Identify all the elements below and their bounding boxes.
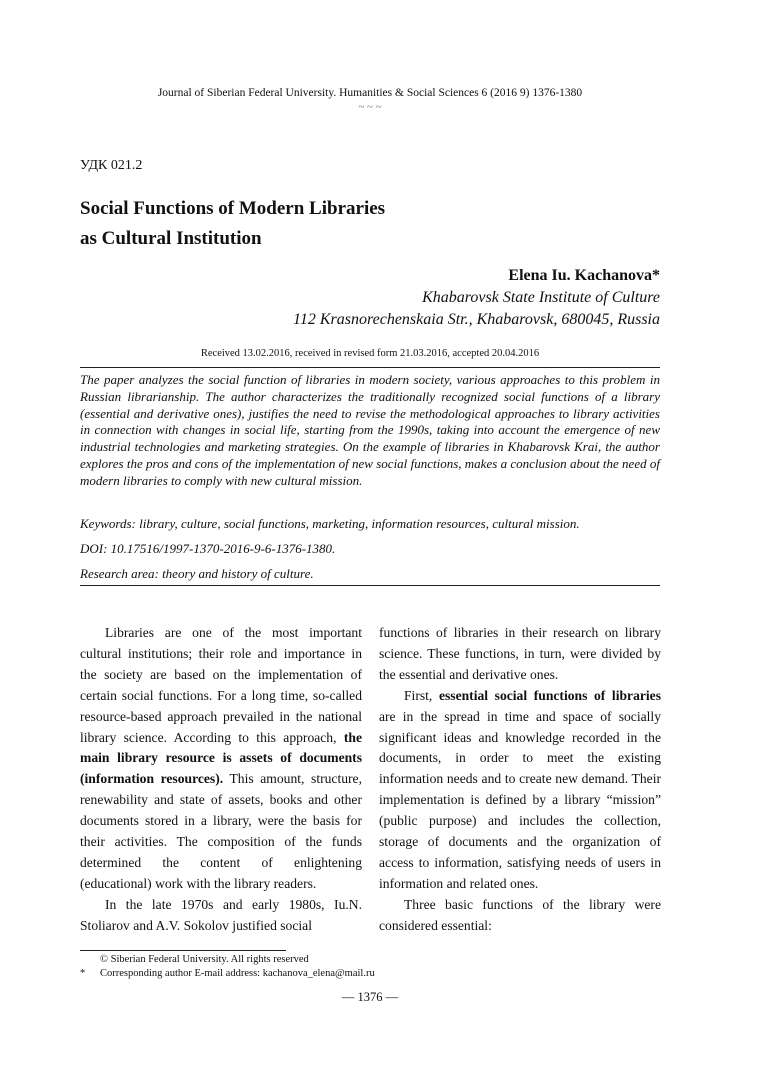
abstract-top-rule (80, 367, 660, 368)
journal-header: Journal of Siberian Federal University. Humanities & Social Sciences 6 (2016 9) 1376-1380 (157, 87, 583, 99)
received-dates: Received 13.02.2016, received in revised form 21.03.2016, accepted 20.04.2016 (200, 348, 540, 359)
author-address: 112 Krasnorechenskaia Str., Khabarovsk, 680045, Russia (293, 311, 660, 328)
footnote-copyright: © Siberian Federal University. All rights reserved (100, 954, 309, 965)
footnote-corresponding: * Corresponding author E-mail address: kachanova_elena@mail.ru (80, 968, 375, 979)
title-line-1: Social Functions of Modern Libraries (80, 198, 386, 219)
body-left-column (80, 623, 362, 937)
page-number: — 1376 — (341, 990, 399, 1004)
paragraph: In the late 1970s and early 1980s, Iu.N. Stoliarov and A.V. Sokolov justified social (80, 896, 362, 933)
author-institution: Khabarovsk State Institute of Culture (422, 289, 660, 306)
keywords: Keywords: library, culture, social functions, marketing, information resources, cultural mission. (80, 516, 580, 531)
abstract-bottom-rule (80, 585, 660, 586)
title-line-2: as Cultural Institution (80, 228, 262, 249)
tilde-separator: ~ ~ ~ (358, 101, 382, 113)
footnote-rule (80, 950, 286, 951)
body-right-column (379, 623, 661, 937)
paragraph: Libraries are one of the most important cultural institutions; their role and importance in the society are based on the implementation of certain social functions. For a long time, so-called resource-based approach prevailed in the national library science. According to this approach, the main library resource is assets of documents (information resources). This amount, structure, renewability and state of assets, books and other documents stored in a library, were the basis for their activities. The composition of the funds determined the content of enlightening (educational) work with the library readers. (80, 625, 362, 891)
research-area: Research area: theory and history of culture. (80, 566, 314, 581)
paragraph: Three basic functions of the library were considered essential: (379, 896, 661, 933)
author-name: Elena Iu. Kachanova* (508, 267, 660, 284)
paragraph: First, essential social functions of libraries are in the spread in time and space of socially significant ideas and knowledge recorded in the documents, in order to meet the existing information needs and to create new demand. Their implementation is defined by a library “mission” (public purpose) and includes the collection, storage of documents and the organization of access to information, satisfying needs of users in information and related ones. (379, 687, 661, 891)
paragraph: functions of libraries in their research on library science. These functions, in turn, were divided by the essential and derivative ones. (379, 625, 661, 682)
doi: DOI: 10.17516/1997-1370-2016-9-6-1376-1380. (80, 541, 336, 556)
udk-code: УДК 021.2 (80, 158, 143, 173)
author-block (200, 265, 660, 331)
abstract: The paper analyzes the social function of libraries in modern society, various approaches to this problem in Russian librarianship. The author characterizes the traditionally recognized social functions of a library (essential and derivative ones), justifies the need to revise the methodological approaches to library activities in connection with changes in social life, starting from the 1990s, taking into account the emergence of new industrial technologies and marketing strategies. On the example of libraries in Khabarovsk Krai, the author explores the pros and cons of the implementation of new social functions, makes a conclusion about the need of modern libraries to comply with new cultural mission. (80, 372, 660, 488)
paper-title (80, 194, 580, 254)
